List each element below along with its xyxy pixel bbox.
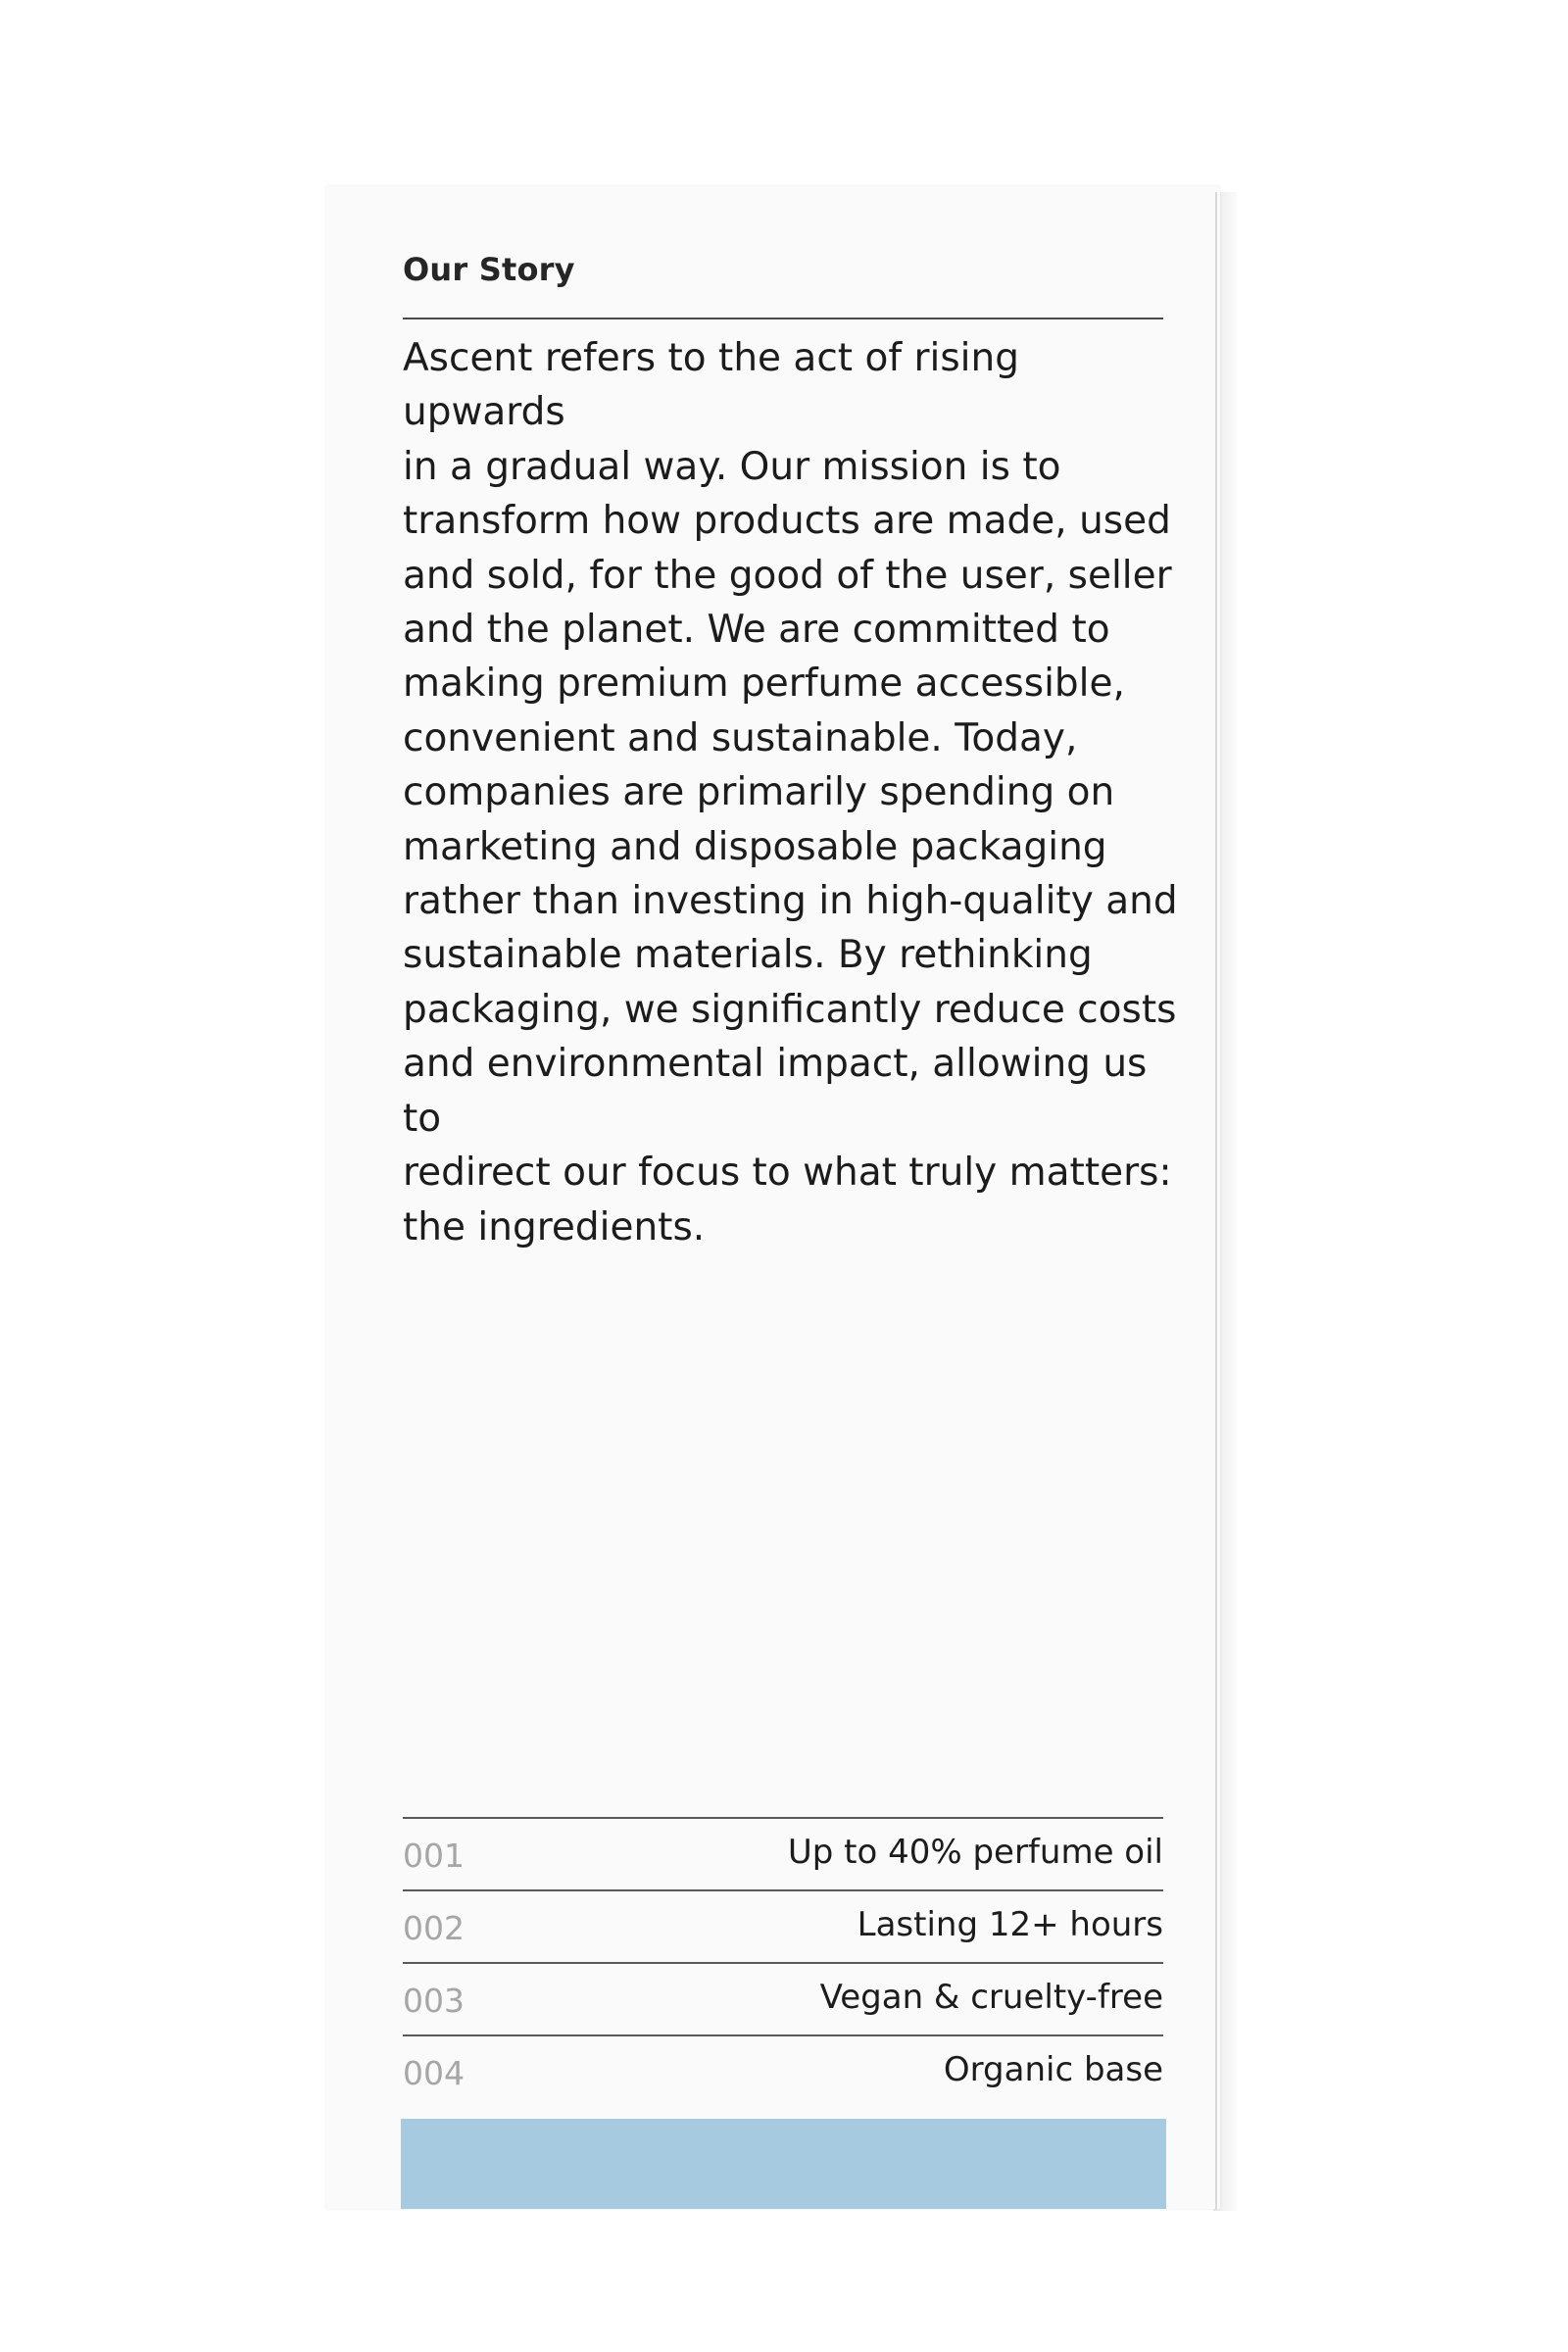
feature-text: Up to 40% perfume oil: [787, 1833, 1163, 1872]
section-title: Our Story: [403, 251, 575, 288]
feature-text: Vegan & cruelty-free: [819, 1978, 1163, 2017]
feature-text: Lasting 12+ hours: [857, 1905, 1163, 1944]
feature-row: [403, 1962, 1163, 2034]
title-divider: [403, 318, 1163, 319]
story-paragraph: Ascent refers to the act of rising upwards in a gradual way. Our mission is to transform how products are made, used and sold, for the good of the user, seller and the planet. We are committed to making premium perfume accessible, convenient and sustainable. Today, companies are primarily spending on marketing and disposable packaging rather than investing in high-quality and sustainable materials. By rethinking packaging, we significantly reduce costs and environmental impact, allowing us to redirect our focus to what truly matters: the ingredients.: [403, 336, 1178, 1250]
feature-row: [403, 1817, 1163, 1889]
feature-number: 003: [403, 1982, 465, 2020]
feature-number: 002: [403, 1909, 465, 1947]
feature-list: [403, 1817, 1163, 2107]
feature-row: [403, 1889, 1163, 1962]
box-fold-edge: [1215, 192, 1217, 2209]
feature-text: Organic base: [943, 2050, 1163, 2089]
blue-color-band: [401, 2119, 1166, 2209]
feature-row: [403, 2034, 1163, 2107]
feature-number: 004: [403, 2054, 465, 2092]
feature-number: 001: [403, 1837, 465, 1875]
